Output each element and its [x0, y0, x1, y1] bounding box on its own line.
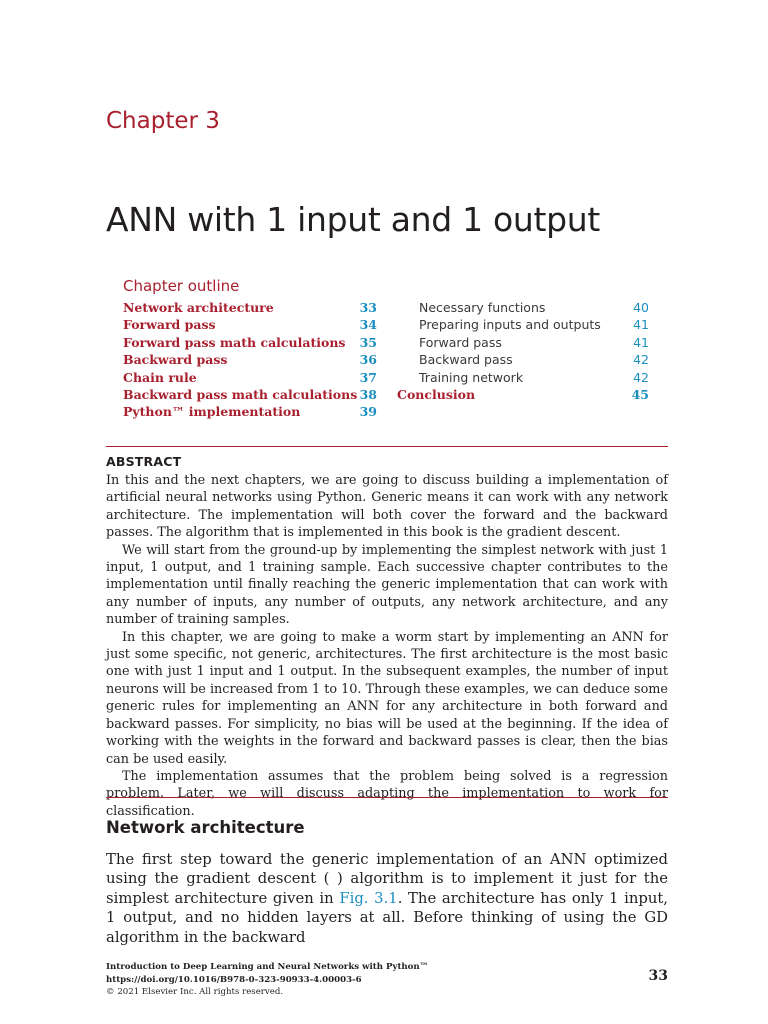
chapter-label: Chapter 3 [106, 108, 220, 134]
figure-link[interactable]: Fig. 3.1 [339, 889, 398, 907]
toc-entry[interactable]: Forward pass math calculations 35 [123, 334, 377, 350]
toc-entry[interactable]: Python™ implementation 39 [123, 404, 377, 420]
chapter-title: ANN with 1 input and 1 output [106, 200, 601, 239]
section-heading: Network architecture [106, 818, 305, 837]
toc-entry[interactable]: Network architecture 33 [123, 300, 377, 315]
outline-left-column [123, 299, 377, 421]
outline-heading: Chapter outline [123, 277, 240, 295]
abstract-bottom-rule [106, 797, 668, 798]
abstract-body [106, 472, 668, 820]
toc-subentry[interactable]: Necessary functions 40 [419, 300, 649, 315]
page-footer [106, 961, 428, 999]
toc-subentry[interactable]: Forward pass 41 [419, 334, 649, 350]
outline-right-column [397, 299, 649, 403]
page-number: 33 [648, 968, 668, 984]
doi-link[interactable]: https://doi.org/10.1016/B978-0-323-90933-4.00003-6 [106, 974, 362, 985]
toc-subentry[interactable]: Preparing inputs and outputs 41 [419, 317, 649, 333]
copyright-notice: © 2021 Elsevier Inc. All rights reserved. [106, 987, 284, 997]
section-body-text: The first step toward the generic implementation of an ANN optimized using the gradient descent ( ) algorithm is to implement it just for the simplest architecture given in Fig. 3.1. The architecture has only 1 input, 1 output, and no hidden layers at all. Before thinking of using the GD algorithm in the backward [106, 851, 668, 946]
toc-subentry[interactable]: Training network 42 [419, 369, 649, 385]
abstract-paragraph: In this chapter, we are going to make a worm start by implementing an ANN for just some specific, not generic, architectures. The first architecture is the most basic one with just 1 input and 1 output. In the subsequent examples, the number of input neurons will be increased from 1 to 10. Through these examples, we can deduce some generic rules for implementing an ANN for any architecture in both forward and backward passes. For simplicity, no bias will be used at the beginning. If the idea of working with the weights in the forward and backward passes is clear, then the bias can be used easily. [106, 629, 668, 767]
toc-entry[interactable]: Backward pass math calculations 38 [123, 386, 377, 402]
abstract-top-rule [106, 446, 668, 447]
toc-entry[interactable]: Backward pass 36 [123, 352, 377, 368]
abstract-heading: ABSTRACT [106, 454, 182, 469]
book-title: Introduction to Deep Learning and Neural Networks with Python™ [106, 962, 429, 972]
toc-entry[interactable]: Conclusion 45 [397, 386, 649, 402]
abstract-paragraph: In this and the next chapters, we are going to discuss building a implementation of artificial neural networks using Python. Generic means it can work with any network architecture. The implementation will both cover the forward and the backward passes. The algorithm that is implemented in this book is the gradient descent. [106, 473, 668, 541]
abstract-paragraph: The implementation assumes that the problem being solved is a regression problem. Later, we will discuss adapting the implementation to work for classification. [106, 768, 668, 819]
toc-entry[interactable]: Forward pass 34 [123, 317, 377, 333]
abstract-paragraph: We will start from the ground-up by implementing the simplest network with just 1 input, 1 output, and 1 training sample. Each successive chapter contributes to the implementation until finally reaching the generic implementation that can work with any number of inputs, any number of outputs, any network architecture, and any number of training samples. [106, 542, 668, 628]
toc-entry[interactable]: Chain rule 37 [123, 369, 377, 385]
toc-subentry[interactable]: Backward pass 42 [419, 352, 649, 368]
